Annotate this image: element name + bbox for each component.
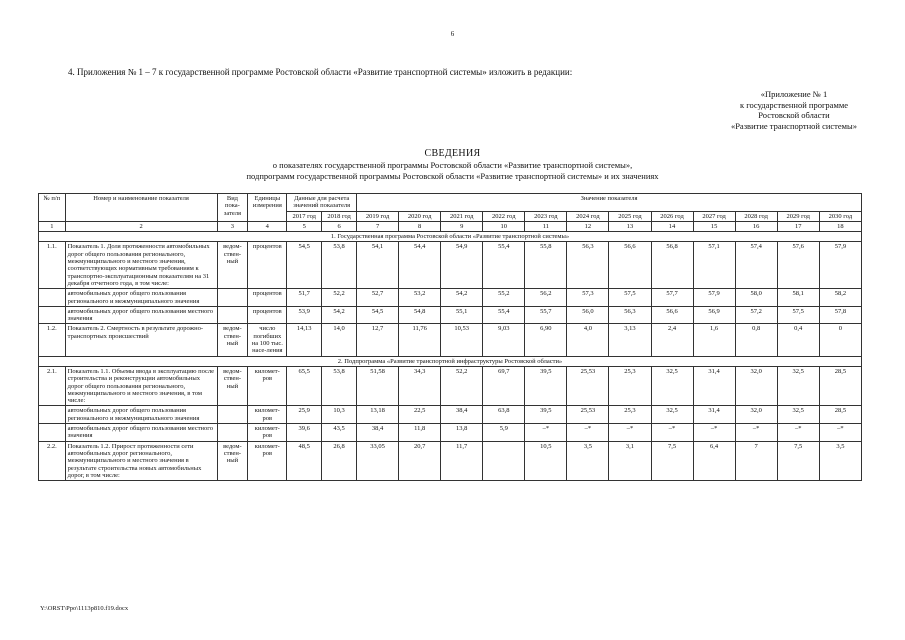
indicator-kind [217, 406, 248, 424]
value-cell: 57,5 [777, 306, 819, 324]
row-number [39, 424, 66, 442]
column-number-cell: 9 [441, 221, 483, 231]
indicator-kind: ведом-ствен-ный [217, 242, 248, 289]
value-cell: 31,4 [693, 406, 735, 424]
column-number-cell: 12 [567, 221, 609, 231]
indicators-table [38, 193, 862, 481]
value-cell: 28,5 [819, 366, 861, 405]
value-cell: 25,53 [567, 366, 609, 405]
year-cell: 2024 год [567, 211, 609, 221]
value-cell: 54,5 [357, 306, 399, 324]
value-cell: 69,7 [483, 366, 525, 405]
indicator-name: Показатель 1. Доля протяженности автомобильных дорог общего пользования регионального, межмуниципального и местного значения, соответствующих нормативным требованиям к транспортно-эксплуатационным показателям на 31 декабря отчетного года, в том числе: [65, 242, 217, 289]
indicator-name: Показатель 1.1. Объемы ввода в эксплуатацию после строительства и реконструкции автомобильных дорог общего пользования регионального, межмуниципального и местного значения, в том числе: [65, 366, 217, 405]
page-number: 6 [450, 30, 455, 38]
column-number-cell: 3 [217, 221, 248, 231]
table-row [39, 366, 862, 405]
value-cell: 53,9 [287, 306, 322, 324]
year-cell: 2021 год [441, 211, 483, 221]
value-cell: 32,5 [777, 366, 819, 405]
indicator-name: автомобильных дорог общего пользования местного значения [65, 306, 217, 324]
value-cell: 53,8 [322, 366, 357, 405]
value-cell: 54,2 [322, 306, 357, 324]
row-number: 2.2. [39, 441, 66, 480]
value-cell: 51,7 [287, 289, 322, 307]
document-subheading [0, 160, 905, 181]
value-cell: 11,7 [441, 441, 483, 480]
column-number-cell: 1 [39, 221, 66, 231]
column-number-cell: 15 [693, 221, 735, 231]
value-cell: 34,3 [399, 366, 441, 405]
value-cell: 58,0 [735, 289, 777, 307]
value-cell: 5,9 [483, 424, 525, 442]
value-cell: 0,4 [777, 324, 819, 356]
year-cell: 2030 год [819, 211, 861, 221]
value-cell: 57,1 [693, 242, 735, 289]
value-cell: 25,9 [287, 406, 322, 424]
table-row [39, 406, 862, 424]
value-cell: 55,8 [525, 242, 567, 289]
value-cell: 11,76 [399, 324, 441, 356]
value-cell: 12,7 [357, 324, 399, 356]
indicator-name: автомобильных дорог общего пользования регионального и межмуниципального значения [65, 289, 217, 307]
year-cell: 2019 год [357, 211, 399, 221]
value-cell: 14,13 [287, 324, 322, 356]
appendix-line-3: Ростовской области [758, 110, 830, 120]
value-cell: 33,05 [357, 441, 399, 480]
value-cell: 0 [819, 324, 861, 356]
intro-text: 4. Приложения № 1 – 7 к государственной программе Ростовской области «Развитие транспортной системы» изложить в редакции: [68, 67, 573, 77]
value-cell: 7,5 [651, 441, 693, 480]
value-cell: 3,13 [609, 324, 651, 356]
value-cell: 56,6 [609, 242, 651, 289]
value-cell: 39,5 [525, 406, 567, 424]
appendix-line-2: к государственной программе [739, 99, 848, 110]
value-cell: 57,3 [567, 289, 609, 307]
section-title: 2. Подпрограмма «Развитие транспортной инфраструктуры Ростовской области» [39, 356, 862, 366]
year-cell: 2020 год [399, 211, 441, 221]
column-number-cell: 2 [65, 221, 217, 231]
column-number-cell: 13 [609, 221, 651, 231]
indicator-kind [217, 424, 248, 442]
value-cell: 3,5 [567, 441, 609, 480]
value-cell: 65,5 [287, 366, 322, 405]
column-number-cell: 17 [777, 221, 819, 231]
value-cell: 58,1 [777, 289, 819, 307]
value-cell: 52,2 [441, 366, 483, 405]
value-cell: 25,3 [609, 406, 651, 424]
indicator-unit: число погибших на 100 тыс. насе-ления [248, 324, 287, 356]
value-cell: 39,5 [525, 366, 567, 405]
value-cell: 48,5 [287, 441, 322, 480]
header-base-data: Данные для расчета значений показателя [287, 194, 357, 212]
year-cell: 2029 год [777, 211, 819, 221]
section-row [39, 232, 862, 242]
value-cell: 54,5 [287, 242, 322, 289]
table-row [39, 306, 862, 324]
indicator-kind: ведом-ствен-ный [217, 366, 248, 405]
header-unit: Единицы измерения [248, 194, 287, 222]
indicator-name: Показатель 2. Смертность в результате дорожно-транспортных происшествий [65, 324, 217, 356]
indicator-unit: процентов [248, 242, 287, 289]
value-cell: 25,53 [567, 406, 609, 424]
value-cell: 26,8 [322, 441, 357, 480]
value-cell: 3,5 [819, 441, 861, 480]
value-cell: 54,8 [399, 306, 441, 324]
value-cell: 56,0 [567, 306, 609, 324]
value-cell: 57,9 [819, 242, 861, 289]
value-cell: 9,03 [483, 324, 525, 356]
header-values: Значение показателя [357, 194, 862, 212]
row-number: 1.2. [39, 324, 66, 356]
appendix-line-1: «Приложение № 1 [760, 89, 828, 99]
section-row [39, 356, 862, 366]
value-cell: 53,8 [322, 242, 357, 289]
year-cell: 2017 год [287, 211, 322, 221]
value-cell: 55,4 [483, 242, 525, 289]
header-kind: Вид пока-зателя [217, 194, 248, 222]
year-cell: 2027 год [693, 211, 735, 221]
value-cell: 25,3 [609, 366, 651, 405]
value-cell: 32,5 [777, 406, 819, 424]
value-cell: –* [525, 424, 567, 442]
indicator-name: автомобильных дорог общего пользования местного значения [65, 424, 217, 442]
table-row [39, 424, 862, 442]
value-cell: 52,2 [322, 289, 357, 307]
table-header-row [39, 194, 862, 212]
value-cell: 56,2 [525, 289, 567, 307]
value-cell: 7 [735, 441, 777, 480]
value-cell: –* [567, 424, 609, 442]
indicator-unit: процентов [248, 306, 287, 324]
value-cell: 10,3 [322, 406, 357, 424]
appendix-block [731, 89, 857, 131]
value-cell: 31,4 [693, 366, 735, 405]
value-cell: 55,1 [441, 306, 483, 324]
year-cell: 2025 год [609, 211, 651, 221]
column-number-cell: 4 [248, 221, 287, 231]
value-cell: 57,4 [735, 242, 777, 289]
value-cell: 63,8 [483, 406, 525, 424]
indicator-kind: ведом-ствен-ный [217, 324, 248, 356]
value-cell: 10,5 [525, 441, 567, 480]
value-cell: 3,1 [609, 441, 651, 480]
row-number [39, 289, 66, 307]
value-cell: 56,3 [609, 306, 651, 324]
value-cell: 32,5 [651, 366, 693, 405]
row-number [39, 406, 66, 424]
value-cell: 20,7 [399, 441, 441, 480]
value-cell: 4,0 [567, 324, 609, 356]
value-cell: 52,7 [357, 289, 399, 307]
value-cell: 28,5 [819, 406, 861, 424]
value-cell: –* [609, 424, 651, 442]
year-cell: 2026 год [651, 211, 693, 221]
value-cell: 7,5 [777, 441, 819, 480]
table-body [39, 221, 862, 480]
indicator-kind: ведом-ствен-ный [217, 441, 248, 480]
table-row [39, 289, 862, 307]
value-cell: –* [651, 424, 693, 442]
column-number-row [39, 221, 862, 231]
column-number-cell: 8 [399, 221, 441, 231]
value-cell: 13,18 [357, 406, 399, 424]
column-number-cell: 18 [819, 221, 861, 231]
value-cell: 32,0 [735, 406, 777, 424]
footer-file-path: Y:\ORST\Ppo\1113p810.f19.docx [40, 605, 129, 612]
value-cell: –* [735, 424, 777, 442]
value-cell: –* [693, 424, 735, 442]
indicator-kind [217, 306, 248, 324]
indicator-unit: процентов [248, 289, 287, 307]
value-cell: 2,4 [651, 324, 693, 356]
indicator-unit: километ-ров [248, 424, 287, 442]
value-cell: 32,0 [735, 366, 777, 405]
value-cell: 1,6 [693, 324, 735, 356]
value-cell: 55,4 [483, 306, 525, 324]
indicator-name: автомобильных дорог общего пользования регионального и межмуниципального значения [65, 406, 217, 424]
value-cell: 14,0 [322, 324, 357, 356]
indicator-unit: километ-ров [248, 366, 287, 405]
column-number-cell: 16 [735, 221, 777, 231]
value-cell: 11,8 [399, 424, 441, 442]
value-cell: 58,2 [819, 289, 861, 307]
column-number-cell: 10 [483, 221, 525, 231]
value-cell: 55,2 [483, 289, 525, 307]
table-row [39, 324, 862, 356]
value-cell: –* [819, 424, 861, 442]
value-cell: 57,5 [609, 289, 651, 307]
value-cell: 10,53 [441, 324, 483, 356]
value-cell: 57,2 [735, 306, 777, 324]
value-cell: 38,4 [441, 406, 483, 424]
value-cell: 57,9 [693, 289, 735, 307]
value-cell: 6,90 [525, 324, 567, 356]
value-cell: 22,5 [399, 406, 441, 424]
value-cell: 55,7 [525, 306, 567, 324]
column-number-cell: 11 [525, 221, 567, 231]
value-cell: 54,2 [441, 289, 483, 307]
indicator-unit: километ-ров [248, 406, 287, 424]
value-cell: 54,4 [399, 242, 441, 289]
value-cell: 51,58 [357, 366, 399, 405]
value-cell: 32,5 [651, 406, 693, 424]
row-number: 2.1. [39, 366, 66, 405]
table-row [39, 242, 862, 289]
value-cell: 56,8 [651, 242, 693, 289]
year-cell: 2018 год [322, 211, 357, 221]
row-number: 1.1. [39, 242, 66, 289]
row-number [39, 306, 66, 324]
value-cell: 56,6 [651, 306, 693, 324]
column-number-cell: 7 [357, 221, 399, 231]
column-number-cell: 6 [322, 221, 357, 231]
indicator-name: Показатель 1.2. Прирост протяженности сети автомобильных дорог регионального, межмуниципального и местного значения в результате строительства новых автомобильных дорог, в том числе: [65, 441, 217, 480]
value-cell: –* [777, 424, 819, 442]
value-cell: 13,8 [441, 424, 483, 442]
value-cell: 6,4 [693, 441, 735, 480]
subheading-line-1: о показателях государственной программы Ростовской области «Развитие транспортной системы», [272, 160, 633, 170]
section-title: 1. Государственная программа Ростовской области «Развитие транспортной системы» [39, 232, 862, 242]
year-cell: 2028 год [735, 211, 777, 221]
indicator-unit: километ-ров [248, 441, 287, 480]
column-number-cell: 5 [287, 221, 322, 231]
value-cell: 39,6 [287, 424, 322, 442]
value-cell [483, 441, 525, 480]
column-number-cell: 14 [651, 221, 693, 231]
value-cell: 54,9 [441, 242, 483, 289]
table-row [39, 441, 862, 480]
subheading-line-2: подпрограмм государственной программы Ростовской области «Развитие транспортной системы» и их значениях [246, 170, 659, 181]
value-cell: 54,1 [357, 242, 399, 289]
indicator-kind [217, 289, 248, 307]
year-cell: 2022 год [483, 211, 525, 221]
value-cell: 56,3 [567, 242, 609, 289]
value-cell: 57,8 [819, 306, 861, 324]
header-name: Номер и наименование показателя [65, 194, 217, 222]
header-num: № п/п [39, 194, 66, 222]
appendix-line-4: «Развитие транспортной системы» [730, 120, 857, 131]
value-cell: 43,5 [322, 424, 357, 442]
document-heading: СВЕДЕНИЯ [424, 148, 481, 159]
value-cell: 57,6 [777, 242, 819, 289]
value-cell: 56,9 [693, 306, 735, 324]
value-cell: 53,2 [399, 289, 441, 307]
value-cell: 0,8 [735, 324, 777, 356]
year-cell: 2023 год [525, 211, 567, 221]
value-cell: 57,7 [651, 289, 693, 307]
value-cell: 38,4 [357, 424, 399, 442]
